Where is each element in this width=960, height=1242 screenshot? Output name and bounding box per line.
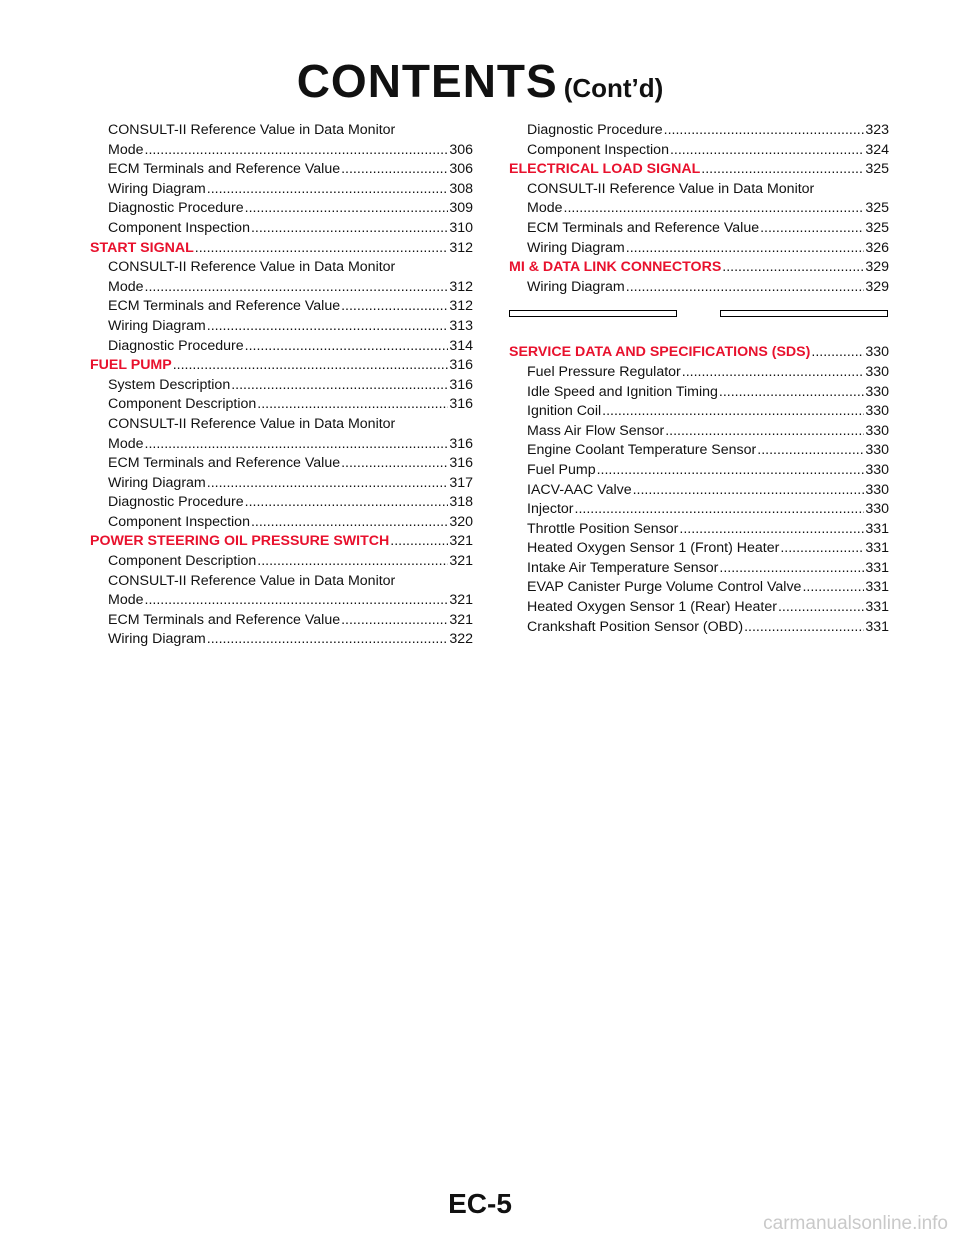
toc-page-number: 330 <box>865 501 889 518</box>
toc-page-number: 330 <box>865 481 889 498</box>
dot-leader <box>390 532 448 552</box>
watermark: carmanualsonline.info <box>763 1213 948 1234</box>
dot-leader <box>173 356 449 376</box>
toc-entry-title: IACV-AAC Valve <box>527 481 632 498</box>
dot-leader <box>341 611 448 631</box>
toc-entry[interactable] <box>509 141 889 161</box>
toc-entry-title: Wiring Diagram <box>108 474 206 491</box>
toc-page-number: 331 <box>865 520 889 537</box>
toc-entry-title: ECM Terminals and Reference Value <box>108 611 341 628</box>
dot-leader <box>145 278 449 298</box>
toc-entry-title: System Description <box>108 376 231 393</box>
divider-box-left <box>509 310 677 317</box>
toc-entry[interactable] <box>90 395 473 415</box>
toc-entry-title: Diagnostic Procedure <box>108 494 244 511</box>
toc-page-number: 316 <box>449 396 473 413</box>
toc-entry[interactable] <box>509 559 889 579</box>
toc-entry[interactable] <box>509 199 889 219</box>
dot-leader <box>341 297 448 317</box>
toc-entry-title: ELECTRICAL LOAD SIGNAL <box>509 161 701 178</box>
dot-leader <box>811 343 864 363</box>
toc-entry[interactable] <box>90 454 473 474</box>
toc-page-number: 330 <box>865 422 889 439</box>
toc-page-number: 321 <box>449 592 473 609</box>
toc-page-number: 312 <box>449 239 473 256</box>
toc-section-entry[interactable] <box>90 532 473 552</box>
toc-entry-title: FUEL PUMP <box>90 357 172 374</box>
dot-leader <box>679 520 864 540</box>
toc-page-number: 324 <box>865 141 889 158</box>
dot-leader <box>195 239 449 259</box>
toc-section-entry[interactable] <box>90 356 473 376</box>
toc-entry-title: Wiring Diagram <box>108 631 206 648</box>
toc-entry[interactable] <box>509 219 889 239</box>
dot-leader <box>575 500 865 520</box>
toc-page-number: 321 <box>449 533 473 550</box>
toc-entry-title: Mode <box>108 278 144 295</box>
toc-entry[interactable] <box>509 500 889 520</box>
toc-entry <box>90 121 473 141</box>
toc-entry[interactable] <box>509 363 889 383</box>
toc-entry[interactable] <box>90 513 473 533</box>
toc-entry-title: Wiring Diagram <box>527 278 625 295</box>
toc-entry-title: Component Inspection <box>527 141 669 158</box>
toc-entry-title: Fuel Pump <box>527 461 596 478</box>
dot-leader <box>719 383 864 403</box>
toc-page-number: 330 <box>865 344 889 361</box>
dot-leader <box>251 219 448 239</box>
dot-leader <box>626 239 865 259</box>
toc-entry-title: Crankshaft Position Sensor (OBD) <box>527 618 744 635</box>
dot-leader <box>670 141 864 161</box>
toc-page-number: 320 <box>449 513 473 530</box>
toc-entry[interactable] <box>90 180 473 200</box>
toc-entry-title: CONSULT-II Reference Value in Data Monitor <box>527 180 815 197</box>
section-divider <box>509 297 889 343</box>
toc-page-number: 308 <box>449 180 473 197</box>
dot-leader <box>251 513 448 533</box>
toc-entry-title: EVAP Canister Purge Volume Control Valve <box>527 579 802 596</box>
toc-page-number: 325 <box>865 200 889 217</box>
dot-leader <box>341 160 448 180</box>
toc-entry-title: Throttle Position Sensor <box>527 520 679 537</box>
toc-entry[interactable] <box>90 199 473 219</box>
toc-page-number: 329 <box>865 259 889 276</box>
toc-entry[interactable] <box>90 376 473 396</box>
dot-leader <box>719 559 864 579</box>
toc-entry-title: Heated Oxygen Sensor 1 (Front) Heater <box>527 540 780 557</box>
toc-entry[interactable] <box>509 402 889 422</box>
divider-box-right <box>720 310 888 317</box>
dot-leader <box>744 618 864 638</box>
toc-entry-title: Mode <box>108 435 144 452</box>
toc-page-number: 331 <box>865 599 889 616</box>
toc-entry-title: Idle Speed and Ignition Timing <box>527 383 718 400</box>
toc-entry[interactable] <box>90 337 473 357</box>
title-sub: (Cont’d) <box>563 73 664 103</box>
toc-entry-title: ECM Terminals and Reference Value <box>108 161 341 178</box>
toc-entry[interactable] <box>509 539 889 559</box>
dot-leader <box>665 422 864 442</box>
toc-section-entry[interactable] <box>90 239 473 259</box>
toc-page-number: 316 <box>449 455 473 472</box>
page-title <box>0 54 960 108</box>
toc-entry[interactable] <box>509 598 889 618</box>
dot-leader <box>341 454 448 474</box>
dot-leader <box>145 141 449 161</box>
toc-page-number: 326 <box>865 239 889 256</box>
toc-entry-title: Wiring Diagram <box>527 239 625 256</box>
toc-page-number: 329 <box>865 278 889 295</box>
dot-leader <box>245 199 449 219</box>
toc-entry[interactable] <box>90 297 473 317</box>
toc-page-number: 325 <box>865 219 889 236</box>
toc-entry-title: Ignition Coil <box>527 403 602 420</box>
dot-leader <box>602 402 864 422</box>
toc-section-entry[interactable] <box>509 258 889 278</box>
toc-page-number: 316 <box>449 376 473 393</box>
toc-entry[interactable] <box>509 441 889 461</box>
toc-page-number: 313 <box>449 317 473 334</box>
toc-entry[interactable] <box>509 618 889 638</box>
toc-page-number: 331 <box>865 579 889 596</box>
toc-entry-title: Diagnostic Procedure <box>527 122 663 138</box>
dot-leader <box>626 278 865 298</box>
toc-entry-title: POWER STEERING OIL PRESSURE SWITCH <box>90 533 390 550</box>
toc-section-entry[interactable] <box>509 160 889 180</box>
toc-page-number: 314 <box>449 337 473 354</box>
dot-leader <box>207 180 449 200</box>
toc-entry[interactable] <box>90 591 473 611</box>
toc-entry[interactable] <box>90 160 473 180</box>
dot-leader <box>145 591 449 611</box>
toc-page-number: 318 <box>449 494 473 511</box>
toc-entry-title: Wiring Diagram <box>108 317 206 334</box>
dot-leader <box>633 481 865 501</box>
toc-entry-title: Mass Air Flow Sensor <box>527 422 665 439</box>
dot-leader <box>760 219 864 239</box>
toc-entry[interactable] <box>90 552 473 572</box>
dot-leader <box>207 317 449 337</box>
toc-entry[interactable] <box>509 278 889 298</box>
dot-leader <box>564 199 865 219</box>
toc-entry[interactable] <box>509 422 889 442</box>
toc-page-number: 331 <box>865 540 889 557</box>
dot-leader <box>257 395 448 415</box>
toc-page-number: 310 <box>449 219 473 236</box>
toc-entry[interactable] <box>90 474 473 494</box>
toc-entry-title: Wiring Diagram <box>108 180 206 197</box>
dot-leader <box>245 337 449 357</box>
toc-page-number: 309 <box>449 200 473 217</box>
dot-leader <box>245 493 449 513</box>
toc-right-column <box>509 121 889 637</box>
toc-entry[interactable] <box>509 578 889 598</box>
toc-entry[interactable] <box>90 493 473 513</box>
toc-entry-title: Component Inspection <box>108 513 250 530</box>
toc-page-number: 312 <box>449 278 473 295</box>
toc-page-number: 317 <box>449 474 473 491</box>
toc-entry-title: Mode <box>527 200 563 217</box>
dot-leader <box>802 578 864 598</box>
toc-entry <box>90 415 473 435</box>
toc-entry-title: Component Description <box>108 553 257 570</box>
dot-leader <box>597 461 865 481</box>
toc-page-number: 331 <box>865 618 889 635</box>
dot-leader <box>207 630 449 650</box>
footer-page-label: EC-5 <box>448 1188 512 1219</box>
toc-entry-title: ECM Terminals and Reference Value <box>108 298 341 315</box>
dot-leader <box>757 441 864 461</box>
toc-section-entry[interactable] <box>509 343 889 363</box>
dot-leader <box>682 363 865 383</box>
toc-entry <box>509 180 889 200</box>
toc-page-number: 331 <box>865 559 889 576</box>
toc-entry[interactable] <box>509 520 889 540</box>
toc-entry[interactable] <box>509 481 889 501</box>
toc-entry-title: CONSULT-II Reference Value in Data Monitor <box>108 415 396 432</box>
toc-entry[interactable] <box>90 278 473 298</box>
toc-entry-title: Diagnostic Procedure <box>108 200 244 217</box>
dot-leader <box>722 258 864 278</box>
toc-entry-title: ECM Terminals and Reference Value <box>108 455 341 472</box>
toc-entry[interactable] <box>509 239 889 259</box>
toc-entry[interactable] <box>509 461 889 481</box>
toc-entry-title: Component Inspection <box>108 219 250 236</box>
toc-entry-title: Fuel Pressure Regulator <box>527 363 681 380</box>
dot-leader <box>145 435 449 455</box>
toc-entry[interactable] <box>509 383 889 403</box>
toc-entry[interactable] <box>90 141 473 161</box>
toc-entry <box>90 258 473 278</box>
toc-entry-title: START SIGNAL <box>90 239 194 256</box>
toc-entry-title: Component Description <box>108 396 257 413</box>
toc-entry[interactable] <box>90 611 473 631</box>
toc-entry-title: CONSULT-II Reference Value in Data Monitor <box>108 259 396 276</box>
toc-entry-title: CONSULT-II Reference Value in Data Monitor <box>108 572 396 589</box>
toc-entry[interactable] <box>90 317 473 337</box>
dot-leader <box>207 474 449 494</box>
toc-entry-title: Engine Coolant Temperature Sensor <box>527 442 757 459</box>
toc-entry-title: ECM Terminals and Reference Value <box>527 219 760 236</box>
dot-leader <box>664 121 865 141</box>
dot-leader <box>780 539 864 559</box>
toc-page-number: 330 <box>865 383 889 400</box>
toc-page-number: 330 <box>865 363 889 380</box>
toc-entry-title: MI & DATA LINK CONNECTORS <box>509 259 722 276</box>
toc-page-number: 330 <box>865 403 889 420</box>
toc-entry[interactable] <box>509 121 889 141</box>
dot-leader <box>701 160 864 180</box>
toc-page-number: 330 <box>865 461 889 478</box>
toc-page-number: 306 <box>449 141 473 158</box>
toc-page-number: 323 <box>865 122 889 138</box>
title-main: CONTENTS <box>296 55 558 107</box>
dot-leader <box>778 598 864 618</box>
dot-leader <box>231 376 448 396</box>
toc-page-number: 321 <box>449 553 473 570</box>
toc-entry-title: Mode <box>108 592 144 609</box>
toc-page-number: 330 <box>865 442 889 459</box>
toc-entry-title: Heated Oxygen Sensor 1 (Rear) Heater <box>527 599 777 616</box>
toc-entry-title: Injector <box>527 501 574 518</box>
toc-page-number: 312 <box>449 298 473 315</box>
toc-page-number: 306 <box>449 161 473 178</box>
toc-page-number: 316 <box>449 435 473 452</box>
toc-page-number: 322 <box>449 631 473 648</box>
toc-left-column <box>90 121 473 650</box>
toc-entry[interactable] <box>90 630 473 650</box>
toc-entry-title: CONSULT-II Reference Value in Data Monitor <box>108 122 396 138</box>
toc-page-number: 325 <box>865 161 889 178</box>
toc-page-number: 316 <box>449 357 473 374</box>
toc-page-number: 321 <box>449 611 473 628</box>
toc-entry <box>90 572 473 592</box>
toc-entry-title: SERVICE DATA AND SPECIFICATIONS (SDS) <box>509 344 811 361</box>
toc-entry[interactable] <box>90 219 473 239</box>
toc-entry-title: Mode <box>108 141 144 158</box>
toc-entry-title: Intake Air Temperature Sensor <box>527 559 719 576</box>
toc-entry-title: Diagnostic Procedure <box>108 337 244 354</box>
dot-leader <box>257 552 448 572</box>
toc-entry[interactable] <box>90 435 473 455</box>
